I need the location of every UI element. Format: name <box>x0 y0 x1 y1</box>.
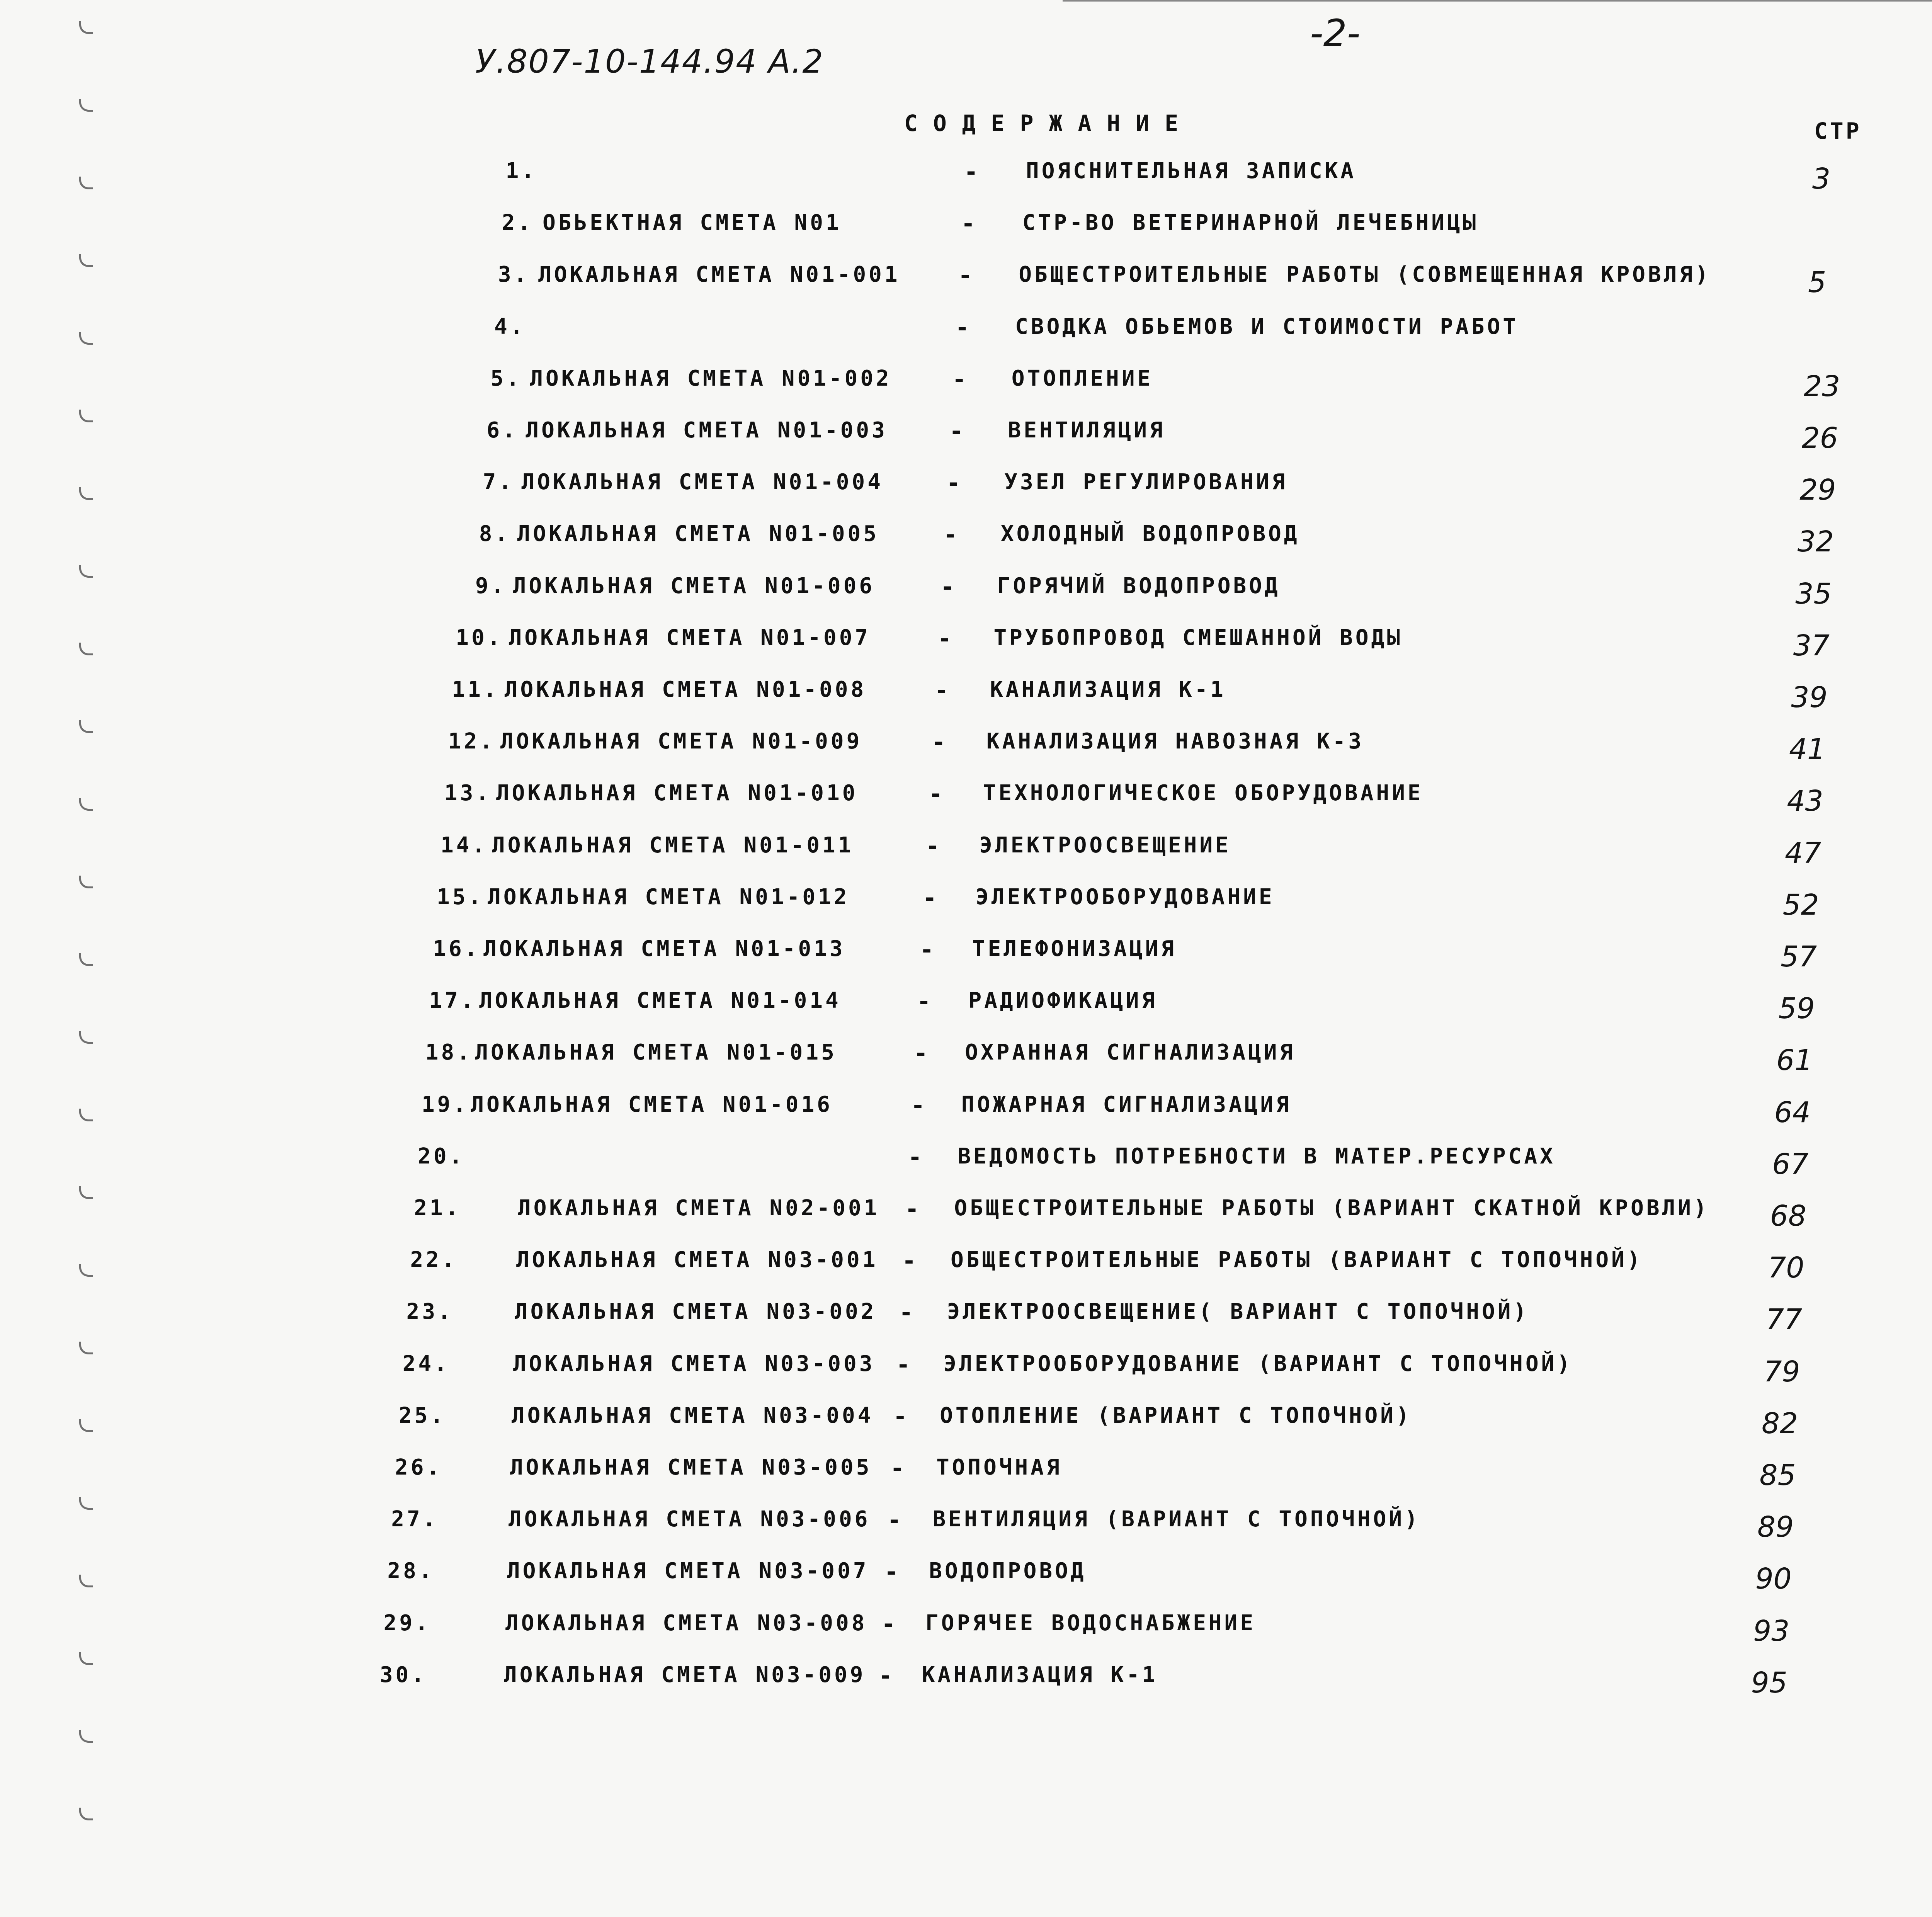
toc-row-estimate-code: ЛОКАЛЬНАЯ СМЕТА N01-001 <box>538 262 900 287</box>
toc-row-dash: - <box>917 988 934 1015</box>
toc-row-number: 19. <box>421 1092 469 1117</box>
toc-row <box>0 781 1932 818</box>
toc-row-title: ОБЩЕСТРОИТЕЛЬНЫЕ РАБОТЫ (ВАРИАНТ С ТОПОЧНОЙ) <box>951 1247 1643 1273</box>
toc-row-title: ТЕЛЕФОНИЗАЦИЯ <box>972 936 1177 961</box>
toc-row <box>0 729 1932 766</box>
toc-row-title: ВЕНТИЛЯЦИЯ <box>1008 418 1165 443</box>
toc-row-number: 11. <box>452 677 499 702</box>
toc-row-page: 37 <box>1793 629 1830 662</box>
toc-row-number: 10. <box>456 625 503 650</box>
toc-row-page: 79 <box>1764 1355 1800 1388</box>
toc-row-title: ЭЛЕКТРООБОРУДОВАНИЕ (ВАРИАНТ С ТОПОЧНОЙ) <box>943 1351 1573 1376</box>
toc-row-estimate-code: ОБЬЕКТНАЯ СМЕТА N01 <box>543 210 842 236</box>
toc-row-estimate-code: ЛОКАЛЬНАЯ СМЕТА N03-004 <box>512 1403 874 1428</box>
toc-row-dash: - <box>890 1455 907 1482</box>
toc-row-page: 90 <box>1755 1562 1792 1596</box>
toc-row-dash: - <box>899 1299 916 1327</box>
toc-row-page: 95 <box>1751 1666 1787 1699</box>
toc-row-dash: - <box>925 832 942 860</box>
toc-row-page: 93 <box>1753 1614 1790 1648</box>
toc-row-page: 52 <box>1782 888 1819 922</box>
toc-row-page: 67 <box>1772 1147 1809 1181</box>
toc-row-title: ХОЛОДНЫЙ ВОДОПРОВОД <box>1001 521 1300 547</box>
toc-row-title: ВЕНТИЛЯЦИЯ (ВАРИАНТ С ТОПОЧНОЙ) <box>932 1507 1420 1532</box>
toc-row-estimate-code: ЛОКАЛЬНАЯ СМЕТА N01-012 <box>488 884 850 910</box>
toc-row-title: ОТОПЛЕНИЕ (ВАРИАНТ С ТОПОЧНОЙ) <box>940 1403 1412 1428</box>
toc-row-title: ЭЛЕКТРООСВЕЩЕНИЕ( ВАРИАНТ С ТОПОЧНОЙ) <box>947 1299 1529 1325</box>
toc-row-number: 22. <box>410 1247 457 1273</box>
toc-row-dash: - <box>946 469 963 497</box>
toc-row-number: 13. <box>444 781 492 806</box>
toc-row <box>0 262 1932 299</box>
toc-row-dash: - <box>887 1507 904 1534</box>
toc-row-estimate-code: ЛОКАЛЬНАЯ СМЕТА N01-011 <box>492 832 854 858</box>
toc-row-estimate-code: ЛОКАЛЬНАЯ СМЕТА N03-002 <box>515 1299 877 1325</box>
toc-row-dash: - <box>908 1143 925 1171</box>
toc-row-estimate-code: ЛОКАЛЬНАЯ СМЕТА N01-003 <box>526 418 888 443</box>
toc-row-number: 9. <box>475 573 507 599</box>
toc-row-number: 3. <box>498 262 530 287</box>
toc-row-page: 57 <box>1781 940 1817 973</box>
toc-row-title: ВОДОПРОВОД <box>929 1558 1087 1584</box>
toc-row-number: 20. <box>418 1143 465 1169</box>
toc-row-number: 29. <box>383 1610 431 1636</box>
toc-row <box>0 988 1932 1026</box>
toc-row-estimate-code: ЛОКАЛЬНАЯ СМЕТА N02-001 <box>518 1196 880 1221</box>
toc-row-number: 24. <box>402 1351 450 1376</box>
toc-row <box>0 1040 1932 1077</box>
toc-row-estimate-code: ЛОКАЛЬНАЯ СМЕТА N01-004 <box>521 469 883 495</box>
toc-row-page: 77 <box>1765 1303 1803 1337</box>
toc-row-dash: - <box>893 1403 910 1430</box>
toc-row <box>0 1558 1932 1596</box>
toc-row-title: ПОЯСНИТЕЛЬНАЯ ЗАПИСКА <box>1026 158 1357 184</box>
page-number: -2- <box>1310 12 1361 55</box>
toc-row-dash: - <box>961 210 978 238</box>
toc-row <box>0 366 1932 403</box>
toc-row-page: 82 <box>1761 1407 1798 1440</box>
toc-row-number: 21. <box>414 1196 461 1221</box>
toc-row-title: ЭЛЕКТРООБОРУДОВАНИЕ <box>976 884 1275 910</box>
toc-row-page: 41 <box>1789 733 1826 766</box>
toc-row-number: 15. <box>437 884 484 910</box>
toc-row-page: 85 <box>1759 1459 1796 1492</box>
toc-row-page: 5 <box>1808 266 1827 299</box>
toc-row-number: 25. <box>398 1403 446 1428</box>
toc-row-number: 8. <box>479 521 511 547</box>
toc-row-title: ОБЩЕСТРОИТЕЛЬНЫЕ РАБОТЫ (СОВМЕЩЕННАЯ КРОВЛЯ) <box>1019 262 1711 287</box>
toc-row-dash: - <box>964 158 981 185</box>
toc-row <box>0 677 1932 714</box>
toc-row-dash: - <box>931 729 949 756</box>
toc-row <box>0 1662 1932 1699</box>
toc-row-number: 6. <box>486 418 518 443</box>
toc-row <box>0 1299 1932 1337</box>
toc-row-number: 1. <box>505 158 537 184</box>
toc-row-title: ЭЛЕКТРООСВЕЩЕНИЕ <box>979 832 1231 858</box>
toc-row <box>0 1507 1932 1544</box>
toc-row-page: 29 <box>1799 473 1836 507</box>
toc-row-title: СТР-ВО ВЕТЕРИНАРНОЙ ЛЕЧЕБНИЦЫ <box>1022 210 1479 236</box>
toc-row-page: 32 <box>1797 525 1834 559</box>
toc-row-estimate-code: ЛОКАЛЬНАЯ СМЕТА N03-007 <box>507 1558 869 1584</box>
toc-row-page: 23 <box>1804 369 1840 403</box>
toc-row-number: 16. <box>433 936 480 961</box>
toc-row-title: ОХРАННАЯ СИГНАЛИЗАЦИЯ <box>965 1040 1296 1065</box>
toc-row-estimate-code: ЛОКАЛЬНАЯ СМЕТА N03-009 <box>504 1662 866 1687</box>
toc-row <box>0 1247 1932 1285</box>
toc-row-dash: - <box>934 677 951 704</box>
toc-row-number: 5. <box>490 366 522 391</box>
toc-row-number: 30. <box>379 1662 427 1687</box>
toc-row <box>0 521 1932 559</box>
toc-row-estimate-code: ЛОКАЛЬНАЯ СМЕТА N01-009 <box>500 729 862 754</box>
left-margin-mark <box>79 1730 93 1743</box>
toc-row-dash: - <box>881 1610 898 1638</box>
toc-row-estimate-code: ЛОКАЛЬНАЯ СМЕТА N01-006 <box>513 573 875 599</box>
toc-row-dash: - <box>929 781 946 808</box>
toc-row-number: 27. <box>391 1507 439 1532</box>
toc-row-estimate-code: ЛОКАЛЬНАЯ СМЕТА N01-016 <box>471 1092 833 1117</box>
toc-row-number: 7. <box>483 469 515 495</box>
toc-row-dash: - <box>958 262 975 289</box>
toc-row-page: 61 <box>1776 1044 1813 1077</box>
toc-row-page: 39 <box>1791 681 1828 714</box>
toc-row-dash: - <box>937 625 954 652</box>
toc-row-estimate-code: ЛОКАЛЬНАЯ СМЕТА N03-008 <box>505 1610 867 1636</box>
toc-row-dash: - <box>922 884 940 912</box>
toc-row-page: 64 <box>1774 1095 1811 1129</box>
toc-row-dash: - <box>952 366 969 393</box>
toc-row-number: 26. <box>395 1455 442 1480</box>
toc-row <box>0 625 1932 662</box>
toc-row-estimate-code: ЛОКАЛЬНАЯ СМЕТА N01-010 <box>496 781 858 806</box>
toc-row-dash: - <box>949 418 966 445</box>
toc-row-title: ОТОПЛЕНИЕ <box>1011 366 1153 391</box>
toc-row-estimate-code: ЛОКАЛЬНАЯ СМЕТА N03-006 <box>509 1507 871 1532</box>
toc-row-title: КАНАЛИЗАЦИЯ К-1 <box>922 1662 1158 1687</box>
toc-row-title: ОБЩЕСТРОИТЕЛЬНЫЕ РАБОТЫ (ВАРИАНТ СКАТНОЙ КРОВЛИ) <box>954 1196 1709 1221</box>
left-margin-mark <box>79 21 93 34</box>
toc-row-estimate-code: ЛОКАЛЬНАЯ СМЕТА N03-005 <box>510 1455 872 1480</box>
toc-row <box>0 1143 1932 1181</box>
toc-row-estimate-code: ЛОКАЛЬНАЯ СМЕТА N03-003 <box>513 1351 875 1376</box>
toc-row-dash: - <box>955 314 972 341</box>
toc-row-number: 17. <box>429 988 476 1014</box>
toc-row <box>0 1610 1932 1648</box>
toc-row <box>0 832 1932 870</box>
toc-row <box>0 158 1932 196</box>
toc-row-number: 23. <box>406 1299 454 1325</box>
toc-row-title: УЗЕЛ РЕГУЛИРОВАНИЯ <box>1004 469 1288 495</box>
toc-row-title: ВЕДОМОСТЬ ПОТРЕБНОСТИ В МАТЕР.РЕСУРСАХ <box>957 1143 1556 1169</box>
page-column-label: СТР <box>1814 118 1862 144</box>
left-margin-mark <box>79 99 93 112</box>
toc-row <box>0 1196 1932 1233</box>
toc-row-number: 12. <box>448 729 495 754</box>
toc-row-dash: - <box>911 1092 928 1119</box>
toc-row-title: ТОПОЧНАЯ <box>936 1455 1062 1480</box>
toc-row-page: 26 <box>1801 422 1838 455</box>
toc-row-title: ТРУБОПРОВОД СМЕШАННОЙ ВОДЫ <box>993 625 1403 650</box>
toc-row <box>0 1455 1932 1492</box>
toc-row-title: ГОРЯЧЕЕ ВОДОСНАБЖЕНИЕ <box>925 1610 1256 1636</box>
toc-row-dash: - <box>902 1247 919 1275</box>
toc-row-estimate-code: ЛОКАЛЬНАЯ СМЕТА N01-013 <box>483 936 845 961</box>
toc-row-page: 89 <box>1757 1510 1794 1544</box>
toc-row-title: СВОДКА ОБЬЕМОВ И СТОИМОСТИ РАБОТ <box>1015 314 1519 339</box>
toc-row-estimate-code: ЛОКАЛЬНАЯ СМЕТА N01-008 <box>504 677 867 702</box>
toc-row-title: КАНАЛИЗАЦИЯ К-1 <box>990 677 1226 702</box>
document-code: У.807-10-144.94 А.2 <box>475 43 824 80</box>
toc-row-title: ПОЖАРНАЯ СИГНАЛИЗАЦИЯ <box>961 1092 1292 1117</box>
toc-row-title: ТЕХНОЛОГИЧЕСКОЕ ОБОРУДОВАНИЕ <box>983 781 1423 806</box>
toc-row <box>0 573 1932 611</box>
toc-row-page: 43 <box>1787 784 1823 818</box>
toc-row-number: 4. <box>494 314 526 339</box>
toc-row-page: 68 <box>1770 1199 1806 1233</box>
toc-row <box>0 418 1932 455</box>
toc-row-estimate-code: ЛОКАЛЬНАЯ СМЕТА N01-002 <box>530 366 892 391</box>
toc-row-page: 3 <box>1812 162 1831 196</box>
toc-row-dash: - <box>905 1196 922 1223</box>
toc-row-page: 70 <box>1768 1251 1804 1285</box>
toc-row <box>0 884 1932 922</box>
toc-row <box>0 1092 1932 1129</box>
toc-row-dash: - <box>914 1040 931 1067</box>
toc-row <box>0 469 1932 507</box>
toc-row-estimate-code: ЛОКАЛЬНАЯ СМЕТА N01-014 <box>479 988 841 1014</box>
toc-row-title: РАДИОФИКАЦИЯ <box>968 988 1158 1014</box>
toc-row-title: ГОРЯЧИЙ ВОДОПРОВОД <box>997 573 1281 599</box>
toc-row <box>0 210 1932 241</box>
toc-row-estimate-code: ЛОКАЛЬНАЯ СМЕТА N03-001 <box>516 1247 878 1273</box>
toc-row-page: 59 <box>1778 992 1815 1026</box>
toc-row <box>0 936 1932 973</box>
toc-row-number: 28. <box>387 1558 435 1584</box>
toc-row-title: КАНАЛИЗАЦИЯ НАВОЗНАЯ К-3 <box>986 729 1364 754</box>
toc-row-dash: - <box>878 1662 895 1689</box>
toc-row <box>0 1351 1932 1388</box>
left-margin-mark <box>79 1808 93 1820</box>
toc-row-dash: - <box>884 1558 901 1586</box>
toc-row-number: 14. <box>440 832 488 858</box>
toc-heading: СОДЕРЖАНИЕ <box>904 110 1194 136</box>
toc-row-dash: - <box>920 936 937 963</box>
toc-row-estimate-code: ЛОКАЛЬНАЯ СМЕТА N01-015 <box>475 1040 837 1065</box>
toc-row-page: 47 <box>1785 836 1821 870</box>
toc-row-dash: - <box>940 573 957 600</box>
toc-row <box>0 314 1932 345</box>
toc-row-number: 2. <box>502 210 534 236</box>
toc-row <box>0 1403 1932 1440</box>
toc-row-number: 18. <box>425 1040 473 1065</box>
toc-row-estimate-code: ЛОКАЛЬНАЯ СМЕТА N01-005 <box>517 521 879 547</box>
top-edge-line <box>1063 0 1932 2</box>
toc-row-estimate-code: ЛОКАЛЬНАЯ СМЕТА N01-007 <box>509 625 871 650</box>
toc-row-dash: - <box>943 521 960 549</box>
toc-row-dash: - <box>896 1351 913 1378</box>
toc-row-page: 35 <box>1795 577 1832 611</box>
